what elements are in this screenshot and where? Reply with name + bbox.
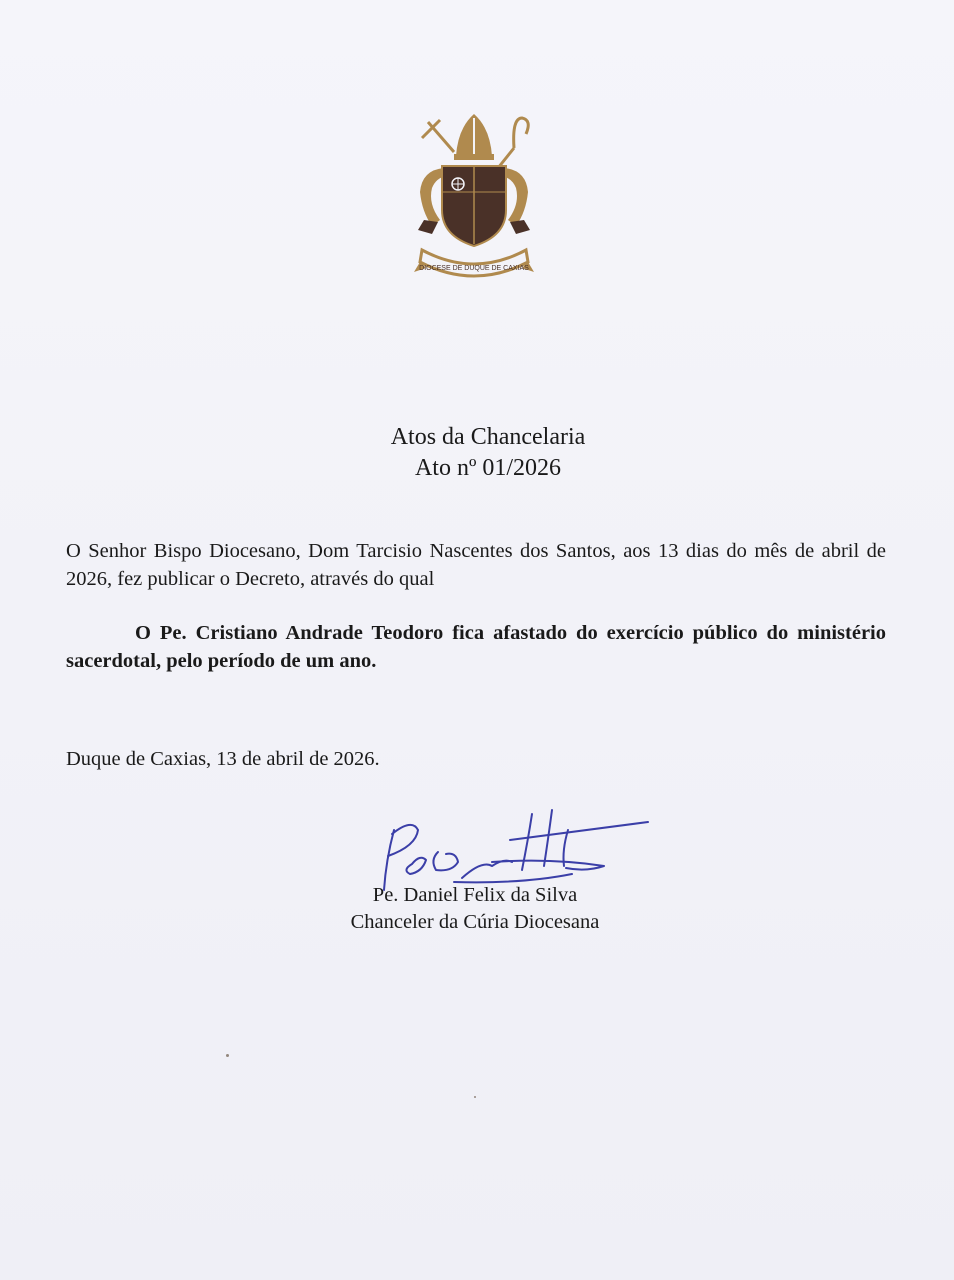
act-number: Ato nº 01/2026 [414, 455, 562, 481]
paper-speck [226, 1054, 229, 1057]
decree-paragraph: O Pe. Cristiano Andrade Teodoro fica afastado do exercício público do ministério sacerdotal, pelo período de um ano. [66, 622, 886, 672]
header [0, 422, 954, 484]
diocese-crest-logo [414, 108, 534, 288]
crest-ribbon-text: DIOCESE DE DUQUE DE CAXIAS [419, 265, 529, 272]
signatory-role: Chanceler da Cúria Diocesana [350, 911, 600, 933]
signature-block [300, 882, 650, 936]
signatory-name: Pe. Daniel Felix da Silva [372, 884, 578, 906]
place-date: Duque de Caxias, 13 de abril de 2026. [66, 748, 380, 770]
intro-paragraph: O Senhor Bispo Diocesano, Dom Tarcisio Nascentes dos Santos, aos 13 dias do mês de abril de 2026, fez publicar o Decreto, através do qual [66, 540, 886, 590]
paper-speck [474, 1096, 476, 1098]
page-title: Atos da Chancelaria [390, 424, 586, 450]
